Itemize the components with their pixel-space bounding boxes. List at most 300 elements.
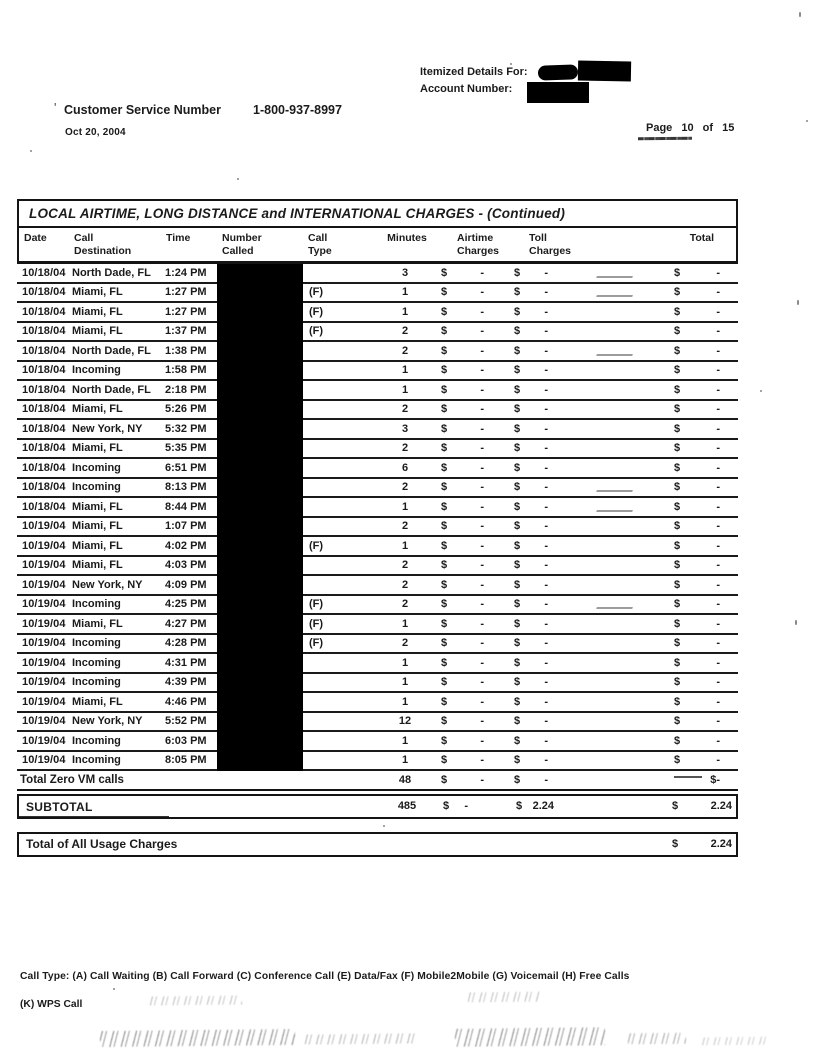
total-zero-vm-label: Total Zero VM calls (20, 773, 124, 786)
currency-symbol: $ (441, 344, 448, 357)
minutes-cell: 1 (401, 500, 409, 513)
scan-mark (674, 776, 702, 778)
scan-noise-smear (468, 992, 540, 1003)
table-title: LOCAL AIRTIME, LONG DISTANCE and INTERNATIONAL CHARGES - (Continued) (29, 206, 566, 221)
minutes-cell: 1 (401, 695, 409, 708)
customer-service-line (54, 101, 342, 117)
airtime-cell: $ - (441, 695, 484, 708)
table-row (17, 323, 738, 343)
table-row (17, 752, 738, 772)
destination-cell: North Dade, FL (72, 266, 151, 279)
minutes-cell: 1 (401, 656, 409, 669)
time-cell: 5:35 PM (165, 442, 207, 455)
call-type-cell: (F) (309, 305, 324, 318)
total-cell: $ - (674, 734, 720, 747)
destination-cell: Miami, FL (72, 695, 123, 708)
time-cell: 8:05 PM (165, 754, 207, 767)
currency-symbol: $ (441, 656, 448, 669)
currency-symbol: $ (441, 617, 448, 630)
column-header-minutes: Minutes (387, 232, 427, 244)
column-header-time: Time (166, 232, 191, 244)
table-row (17, 557, 738, 577)
table-row (17, 284, 738, 304)
total-cell: $ - (674, 442, 720, 455)
date-cell: 10/18/04 (22, 286, 66, 299)
minutes-cell: 2 (401, 481, 409, 494)
subtotal-row (17, 794, 738, 819)
date-cell: 10/18/04 (22, 305, 66, 318)
currency-symbol: $ (441, 637, 448, 650)
toll-cell: $ - (514, 520, 548, 533)
currency-symbol: $ (441, 461, 448, 474)
airtime-cell: $ - (441, 637, 484, 650)
column-header-airtime-charges: Airtime Charges (457, 232, 500, 257)
time-cell: 1:27 PM (165, 286, 207, 299)
total-cell: $ - (674, 364, 720, 377)
currency-symbol: $ (674, 715, 681, 728)
destination-cell: Miami, FL (72, 325, 123, 338)
table-row (17, 518, 738, 538)
total-zero-vm-total: $ - (642, 774, 738, 786)
date-cell: 10/19/04 (22, 637, 66, 650)
call-type-cell: (F) (309, 539, 324, 552)
currency-symbol: $ (514, 598, 521, 611)
table-row (17, 440, 738, 460)
total-cell: $ - (674, 559, 720, 572)
currency-symbol: $ (674, 442, 681, 455)
call-type-cell: (F) (309, 286, 324, 299)
currency-symbol: $ (674, 559, 681, 572)
total-cell: $ - (674, 286, 720, 299)
time-cell: 1:38 PM (165, 344, 207, 357)
table-row (17, 635, 738, 655)
currency-symbol: $ (674, 266, 681, 279)
airtime-cell: $ - (441, 286, 484, 299)
currency-symbol: $ (441, 383, 448, 396)
toll-cell: $ - (514, 734, 548, 747)
currency-symbol: $ (514, 637, 521, 650)
currency-symbol: $ (674, 325, 681, 338)
time-cell: 4:27 PM (165, 617, 207, 630)
toll-cell: $ - (514, 286, 548, 299)
table-row (17, 362, 738, 382)
scan-noise-smear (455, 1027, 605, 1047)
currency-symbol: $ (514, 656, 521, 669)
destination-cell: Incoming (72, 461, 121, 474)
currency-symbol: $ (441, 773, 448, 786)
scan-speck (799, 12, 801, 17)
redacted-account-number (527, 82, 589, 103)
airtime-cell: $ - (441, 305, 484, 318)
statement-date: Oct 20, 2004 (65, 127, 126, 138)
currency-symbol: $ (672, 800, 679, 812)
date-cell: 10/19/04 (22, 676, 66, 689)
minutes-cell: 3 (401, 266, 409, 279)
toll-cell: $ - (514, 578, 548, 591)
currency-symbol: $ (441, 559, 448, 572)
table-title-box (17, 199, 738, 228)
currency-symbol: $ (441, 676, 448, 689)
toll-cell: $ - (514, 364, 548, 377)
time-cell: 1:27 PM (165, 305, 207, 318)
total-cell: $ - (674, 344, 720, 357)
airtime-cell: $ - (441, 461, 484, 474)
time-cell: 1:07 PM (165, 520, 207, 533)
currency-symbol: $ (674, 383, 681, 396)
currency-symbol: $ (441, 500, 448, 513)
currency-symbol: $ (514, 286, 521, 299)
currency-symbol: $ (674, 500, 681, 513)
call-type-cell: (F) (309, 325, 324, 338)
toll-cell: $ - (514, 754, 548, 767)
date-cell: 10/19/04 (22, 578, 66, 591)
destination-cell: Miami, FL (72, 520, 123, 533)
time-cell: 1:37 PM (165, 325, 207, 338)
currency-symbol: $ (674, 305, 681, 318)
destination-cell: Miami, FL (72, 403, 123, 416)
minutes-cell: 2 (401, 559, 409, 572)
total-zero-vm-airtime: $ - (441, 773, 484, 786)
table-row (17, 596, 738, 616)
call-type-cell: (F) (309, 637, 324, 650)
currency-symbol: $ (514, 695, 521, 708)
total-cell: $ - (674, 266, 720, 279)
subtotal-total: $ 2.24 (672, 800, 732, 812)
total-cell: $ - (674, 695, 720, 708)
column-header-call-destination: Call Destination (74, 232, 132, 257)
destination-cell: North Dade, FL (72, 344, 151, 357)
minutes-cell: 2 (401, 344, 409, 357)
destination-cell: Miami, FL (72, 617, 123, 630)
date-cell: 10/19/04 (22, 559, 66, 572)
column-header-number-called: Number Called (222, 232, 262, 257)
date-cell: 10/18/04 (22, 344, 66, 357)
currency-symbol: $ (514, 676, 521, 689)
toll-cell: $ - (514, 383, 548, 396)
currency-symbol: $ (514, 383, 521, 396)
total-cell: $ - (674, 500, 720, 513)
toll-cell: $ - (514, 344, 548, 357)
table-row (17, 732, 738, 752)
total-zero-vm-minutes: 48 (398, 773, 412, 786)
table-row (17, 303, 738, 323)
table-row (17, 479, 738, 499)
date-cell: 10/19/04 (22, 754, 66, 767)
time-cell: 4:39 PM (165, 676, 207, 689)
destination-cell: Incoming (72, 364, 121, 377)
currency-symbol: $ (441, 520, 448, 533)
toll-cell: $ - (514, 481, 548, 494)
table-row (17, 693, 738, 713)
time-cell: 4:02 PM (165, 539, 207, 552)
total-cell: $ - (674, 754, 720, 767)
time-cell: 1:24 PM (165, 266, 207, 279)
destination-cell: Incoming (72, 676, 121, 689)
date-cell: 10/18/04 (22, 422, 66, 435)
scan-speck (760, 390, 762, 392)
currency-symbol: $ (514, 578, 521, 591)
date-cell: 10/18/04 (22, 442, 66, 455)
currency-symbol: $ (516, 800, 523, 812)
total-zero-vm-row (17, 771, 738, 791)
currency-symbol: $ (514, 481, 521, 494)
scan-speck (30, 150, 32, 152)
currency-symbol: $ (674, 734, 681, 747)
destination-cell: Miami, FL (72, 500, 123, 513)
time-cell: 5:32 PM (165, 422, 207, 435)
currency-symbol: $ (514, 734, 521, 747)
minutes-cell: 2 (401, 598, 409, 611)
currency-symbol: $ (674, 286, 681, 299)
currency-symbol: $ (674, 481, 681, 494)
toll-cell: $ - (514, 637, 548, 650)
total-cell: $ - (674, 617, 720, 630)
minutes-cell: 2 (401, 403, 409, 416)
destination-cell: New York, NY (72, 422, 143, 435)
airtime-cell: $ - (441, 676, 484, 689)
destination-cell: Miami, FL (72, 305, 123, 318)
airtime-cell: $ - (441, 422, 484, 435)
date-cell: 10/18/04 (22, 461, 66, 474)
time-cell: 4:31 PM (165, 656, 207, 669)
destination-cell: Incoming (72, 598, 121, 611)
total-cell: $ - (674, 598, 720, 611)
date-cell: 10/19/04 (22, 734, 66, 747)
toll-cell: $ - (514, 617, 548, 630)
date-cell: 10/19/04 (22, 520, 66, 533)
currency-symbol: $ (441, 598, 448, 611)
destination-cell: New York, NY (72, 578, 143, 591)
currency-symbol: $ (514, 461, 521, 474)
toll-cell: $ - (514, 403, 548, 416)
column-header-date: Date (24, 232, 47, 244)
date-cell: 10/18/04 (22, 364, 66, 377)
currency-symbol: $ (514, 344, 521, 357)
grand-total-label: Total of All Usage Charges (26, 837, 178, 851)
currency-symbol: $ (514, 266, 521, 279)
scan-speck (237, 178, 239, 180)
currency-symbol: $ (514, 617, 521, 630)
table-row (17, 674, 738, 694)
minutes-cell: 12 (398, 715, 412, 728)
table-row (17, 537, 738, 557)
currency-symbol: $ (514, 754, 521, 767)
minutes-cell: 1 (401, 734, 409, 747)
currency-symbol: $ (514, 520, 521, 533)
scan-noise-smear (150, 996, 242, 1006)
table-row (17, 615, 738, 635)
currency-symbol: $ (514, 422, 521, 435)
time-cell: 4:28 PM (165, 637, 207, 650)
time-cell: 5:26 PM (165, 403, 207, 416)
destination-cell: North Dade, FL (72, 383, 151, 396)
time-cell: 5:52 PM (165, 715, 207, 728)
currency-symbol: $ (514, 715, 521, 728)
currency-symbol: $ (441, 481, 448, 494)
currency-symbol: $ (674, 656, 681, 669)
toll-cell: $ - (514, 559, 548, 572)
scan-noise-smear (100, 1029, 295, 1047)
currency-symbol: $ (710, 773, 717, 786)
call-type-legend: Call Type: (A) Call Waiting (B) Call Forward (C) Conference Call (E) Data/Fax (F) Mobile2Mobile (G) Voicemail (H) Free Calls (20, 971, 630, 982)
table-row (17, 381, 738, 401)
minutes-cell: 1 (401, 754, 409, 767)
date-cell: 10/18/04 (22, 403, 66, 416)
currency-symbol: $ (514, 773, 521, 786)
scan-speck (383, 825, 385, 827)
toll-cell: $ - (514, 695, 548, 708)
minutes-cell: 2 (401, 325, 409, 338)
minutes-cell: 2 (401, 578, 409, 591)
scan-speck (510, 63, 512, 65)
total-cell: $ - (674, 656, 720, 669)
airtime-cell: $ - (441, 598, 484, 611)
currency-symbol: $ (441, 266, 448, 279)
minutes-cell: 1 (401, 286, 409, 299)
toll-cell: $ - (514, 598, 548, 611)
itemized-details-label: Itemized Details For: (420, 66, 528, 78)
currency-symbol: $ (441, 578, 448, 591)
airtime-cell: $ - (441, 578, 484, 591)
charges-table (17, 199, 738, 857)
currency-symbol: $ (514, 500, 521, 513)
currency-symbol: $ (514, 442, 521, 455)
minutes-cell: 1 (401, 617, 409, 630)
currency-symbol: $ (514, 364, 521, 377)
time-cell: 6:03 PM (165, 734, 207, 747)
table-rows (17, 264, 738, 771)
scan-speck (795, 620, 797, 625)
scan-noise-smear (702, 1037, 770, 1046)
total-cell: $ - (674, 461, 720, 474)
currency-symbol: $ (441, 325, 448, 338)
subtotal-toll: $ 2.24 (516, 800, 554, 812)
redacted-customer-name (538, 64, 578, 80)
minutes-cell: 1 (401, 305, 409, 318)
toll-cell: $ - (514, 305, 548, 318)
table-row (17, 576, 738, 596)
minutes-cell: 3 (401, 422, 409, 435)
call-type-cell: (F) (309, 598, 324, 611)
currency-symbol: $ (672, 838, 679, 850)
airtime-cell: $ - (441, 734, 484, 747)
airtime-cell: $ - (441, 364, 484, 377)
currency-symbol: $ (674, 461, 681, 474)
currency-symbol: $ (441, 695, 448, 708)
customer-service-label: Customer Service Number (64, 103, 222, 117)
account-number-line (420, 81, 528, 98)
minutes-cell: 6 (401, 461, 409, 474)
subtotal-airtime: $ - (443, 800, 468, 812)
airtime-cell: $ - (441, 403, 484, 416)
total-cell: $ - (674, 325, 720, 338)
customer-service-number: 1-800-937-8997 (253, 103, 342, 117)
date-cell: 10/19/04 (22, 695, 66, 708)
airtime-cell: $ - (441, 559, 484, 572)
currency-symbol: $ (674, 578, 681, 591)
minutes-cell: 1 (401, 676, 409, 689)
scan-mark: ' (54, 101, 57, 115)
itemized-details-line (420, 64, 528, 81)
table-row (17, 264, 738, 284)
total-zero-vm-toll: $ - (514, 773, 548, 786)
toll-cell: $ - (514, 539, 548, 552)
scan-noise-smear (628, 1033, 686, 1045)
destination-cell: Miami, FL (72, 286, 123, 299)
currency-symbol: $ (441, 305, 448, 318)
destination-cell: Incoming (72, 656, 121, 669)
date-cell: 10/18/04 (22, 383, 66, 396)
scan-speck (806, 120, 808, 122)
total-cell: $ - (674, 305, 720, 318)
table-row (17, 342, 738, 362)
date-cell: 10/18/04 (22, 481, 66, 494)
itemized-details-block (420, 64, 528, 98)
wps-call-line: (K) WPS Call (20, 999, 83, 1010)
total-cell: $ - (674, 578, 720, 591)
table-row (17, 654, 738, 674)
currency-symbol: $ (441, 539, 448, 552)
currency-symbol: $ (514, 539, 521, 552)
currency-symbol: $ (674, 754, 681, 767)
total-cell: $ - (674, 715, 720, 728)
toll-cell: $ - (514, 500, 548, 513)
page-label: Page (646, 122, 673, 134)
date-cell: 10/19/04 (22, 715, 66, 728)
toll-cell: $ - (514, 715, 548, 728)
table-row (17, 713, 738, 733)
time-cell: 2:18 PM (165, 383, 207, 396)
toll-cell: $ - (514, 461, 548, 474)
page-underline-mark (638, 137, 692, 140)
minutes-cell: 2 (401, 442, 409, 455)
airtime-cell: $ - (441, 715, 484, 728)
currency-symbol: $ (674, 344, 681, 357)
currency-symbol: $ (674, 403, 681, 416)
minutes-cell: 1 (401, 383, 409, 396)
currency-symbol: $ (441, 442, 448, 455)
page-number: 10 (681, 122, 694, 134)
toll-cell: $ - (514, 422, 548, 435)
grand-total-box (17, 832, 738, 857)
subtotal-label: SUBTOTAL (19, 800, 169, 817)
currency-symbol: $ (441, 754, 448, 767)
date-cell: 10/18/04 (22, 500, 66, 513)
currency-symbol: $ (443, 800, 450, 812)
redacted-customer-name-2 (578, 61, 631, 82)
total-cell: $ - (674, 403, 720, 416)
minutes-cell: 1 (401, 364, 409, 377)
table-header-row (17, 228, 738, 264)
currency-symbol: $ (441, 422, 448, 435)
date-cell: 10/18/04 (22, 266, 66, 279)
currency-symbol: $ (674, 637, 681, 650)
destination-cell: Incoming (72, 637, 121, 650)
time-cell: 6:51 PM (165, 461, 207, 474)
total-cell: $ - (674, 637, 720, 650)
time-cell: 8:13 PM (165, 481, 207, 494)
airtime-cell: $ - (441, 442, 484, 455)
total-cell: $ - (674, 481, 720, 494)
currency-symbol: $ (514, 325, 521, 338)
currency-symbol: $ (674, 422, 681, 435)
total-cell: $ - (674, 676, 720, 689)
column-header-toll-charges: Toll Charges (529, 232, 572, 257)
time-cell: 8:44 PM (165, 500, 207, 513)
currency-symbol: $ (514, 559, 521, 572)
airtime-cell: $ - (441, 754, 484, 767)
column-header-call-type: Call Type (308, 232, 332, 257)
